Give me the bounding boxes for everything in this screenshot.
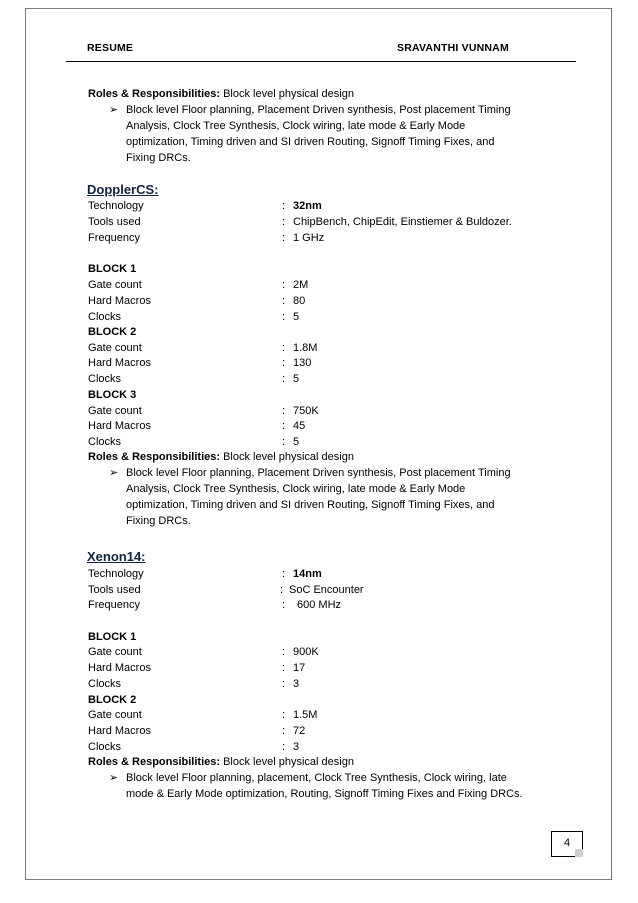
block-title: BLOCK 1: [88, 631, 137, 643]
hard-macros-value: 45: [293, 420, 306, 432]
frequency-value: 600 MHz: [297, 599, 342, 611]
hard-macros-label: Hard Macros: [88, 420, 151, 432]
page-number: 4: [563, 837, 571, 849]
bullet-icon: ➢: [109, 467, 119, 479]
clocks-label: Clocks: [88, 678, 122, 690]
hard-macros-value: 80: [293, 295, 306, 307]
gate-count-value: 1.8M: [293, 342, 318, 354]
colon: :: [282, 741, 286, 753]
colon: :: [282, 216, 286, 228]
frequency-value: 1 GHz: [293, 232, 325, 244]
frequency-label: Frequency: [88, 232, 140, 244]
project-title-dopplercs: DopplerCS:: [87, 182, 159, 197]
colon: :: [282, 709, 286, 721]
gate-count-label: Gate count: [88, 405, 142, 417]
gate-count-label: Gate count: [88, 279, 142, 291]
technology-value: 14nm: [293, 568, 322, 580]
hard-macros-value: 130: [293, 357, 312, 369]
gate-count-value: 750K: [293, 405, 319, 417]
colon: :: [282, 662, 286, 674]
colon: :: [282, 599, 286, 611]
hard-macros-value: 72: [293, 725, 306, 737]
roles-bullet-line: Fixing DRCs.: [126, 515, 191, 527]
tools-label: Tools used: [88, 216, 141, 228]
gate-count-label: Gate count: [88, 342, 142, 354]
colon: :: [282, 646, 286, 658]
colon: :: [282, 725, 286, 737]
clocks-value: 5: [293, 436, 300, 448]
project-title-xenon14: Xenon14:: [87, 549, 146, 564]
block-title: BLOCK 1: [88, 263, 137, 275]
colon: :: [282, 232, 286, 244]
colon: :: [282, 405, 286, 417]
colon: :: [282, 357, 286, 369]
bullet-icon: ➢: [109, 772, 119, 784]
hard-macros-label: Hard Macros: [88, 662, 151, 674]
colon: :: [282, 678, 286, 690]
gate-count-label: Gate count: [88, 709, 142, 721]
roles-bullet-line: Fixing DRCs.: [126, 152, 191, 164]
colon: :: [282, 200, 286, 212]
block-title: BLOCK 3: [88, 389, 137, 401]
roles-bullet-line: Analysis, Clock Tree Synthesis, Clock wiring, late mode & Early Mode: [126, 483, 466, 495]
roles-bullet-line: optimization, Timing driven and SI driven Routing, Signoff Timing Fixes, and: [126, 499, 495, 511]
block-title: BLOCK 2: [88, 326, 137, 338]
tools-value: SoC Encounter: [289, 584, 364, 596]
clocks-label: Clocks: [88, 436, 122, 448]
hard-macros-label: Hard Macros: [88, 295, 151, 307]
hard-macros-label: Hard Macros: [88, 725, 151, 737]
page-number-box: [551, 831, 583, 857]
block-title: BLOCK 2: [88, 694, 137, 706]
roles-line: Roles & Responsibilities: Block level physical design: [88, 451, 354, 463]
roles-line: Roles & Responsibilities: Block level physical design: [88, 88, 354, 100]
roles-bullet-line: Block level Floor planning, placement, Clock Tree Synthesis, Clock wiring, late: [126, 772, 507, 784]
page-fold-corner: [575, 849, 583, 857]
clocks-value: 3: [293, 741, 300, 753]
clocks-value: 5: [293, 373, 300, 385]
roles-bullet-line: Block level Floor planning, Placement Driven synthesis, Post placement Timing: [126, 104, 511, 116]
colon: :: [282, 279, 286, 291]
technology-label: Technology: [88, 568, 144, 580]
gate-count-value: 1.5M: [293, 709, 318, 721]
gate-count-value: 2M: [293, 279, 309, 291]
roles-bullet-line: Block level Floor planning, Placement Driven synthesis, Post placement Timing: [126, 467, 511, 479]
roles-line: Roles & Responsibilities: Block level physical design: [88, 756, 354, 768]
roles-bullet-line: optimization, Timing driven and SI driven Routing, Signoff Timing Fixes, and: [126, 136, 495, 148]
colon: :: [282, 311, 286, 323]
header-title: RESUME: [87, 42, 134, 54]
colon: :: [282, 420, 286, 432]
colon: :: [280, 584, 284, 596]
clocks-value: 3: [293, 678, 300, 690]
clocks-label: Clocks: [88, 741, 122, 753]
roles-bullet-line: mode & Early Mode optimization, Routing, Signoff Timing Fixes and Fixing DRCs.: [126, 788, 523, 800]
tools-value: ChipBench, ChipEdit, Einstiemer & Buldozer.: [293, 216, 512, 228]
colon: :: [282, 373, 286, 385]
header-rule: [66, 61, 576, 62]
technology-value: 32nm: [293, 200, 322, 212]
gate-count-label: Gate count: [88, 646, 142, 658]
roles-bullet-line: Analysis, Clock Tree Synthesis, Clock wiring, late mode & Early Mode: [126, 120, 466, 132]
colon: :: [282, 568, 286, 580]
frequency-label: Frequency: [88, 599, 140, 611]
colon: :: [282, 295, 286, 307]
clocks-label: Clocks: [88, 373, 122, 385]
header-name: SRAVANTHI VUNNAM: [397, 42, 509, 54]
clocks-value: 5: [293, 311, 300, 323]
bullet-icon: ➢: [109, 104, 119, 116]
hard-macros-value: 17: [293, 662, 306, 674]
clocks-label: Clocks: [88, 311, 122, 323]
technology-label: Technology: [88, 200, 144, 212]
gate-count-value: 900K: [293, 646, 319, 658]
colon: :: [282, 342, 286, 354]
colon: :: [282, 436, 286, 448]
hard-macros-label: Hard Macros: [88, 357, 151, 369]
tools-label: Tools used: [88, 584, 141, 596]
